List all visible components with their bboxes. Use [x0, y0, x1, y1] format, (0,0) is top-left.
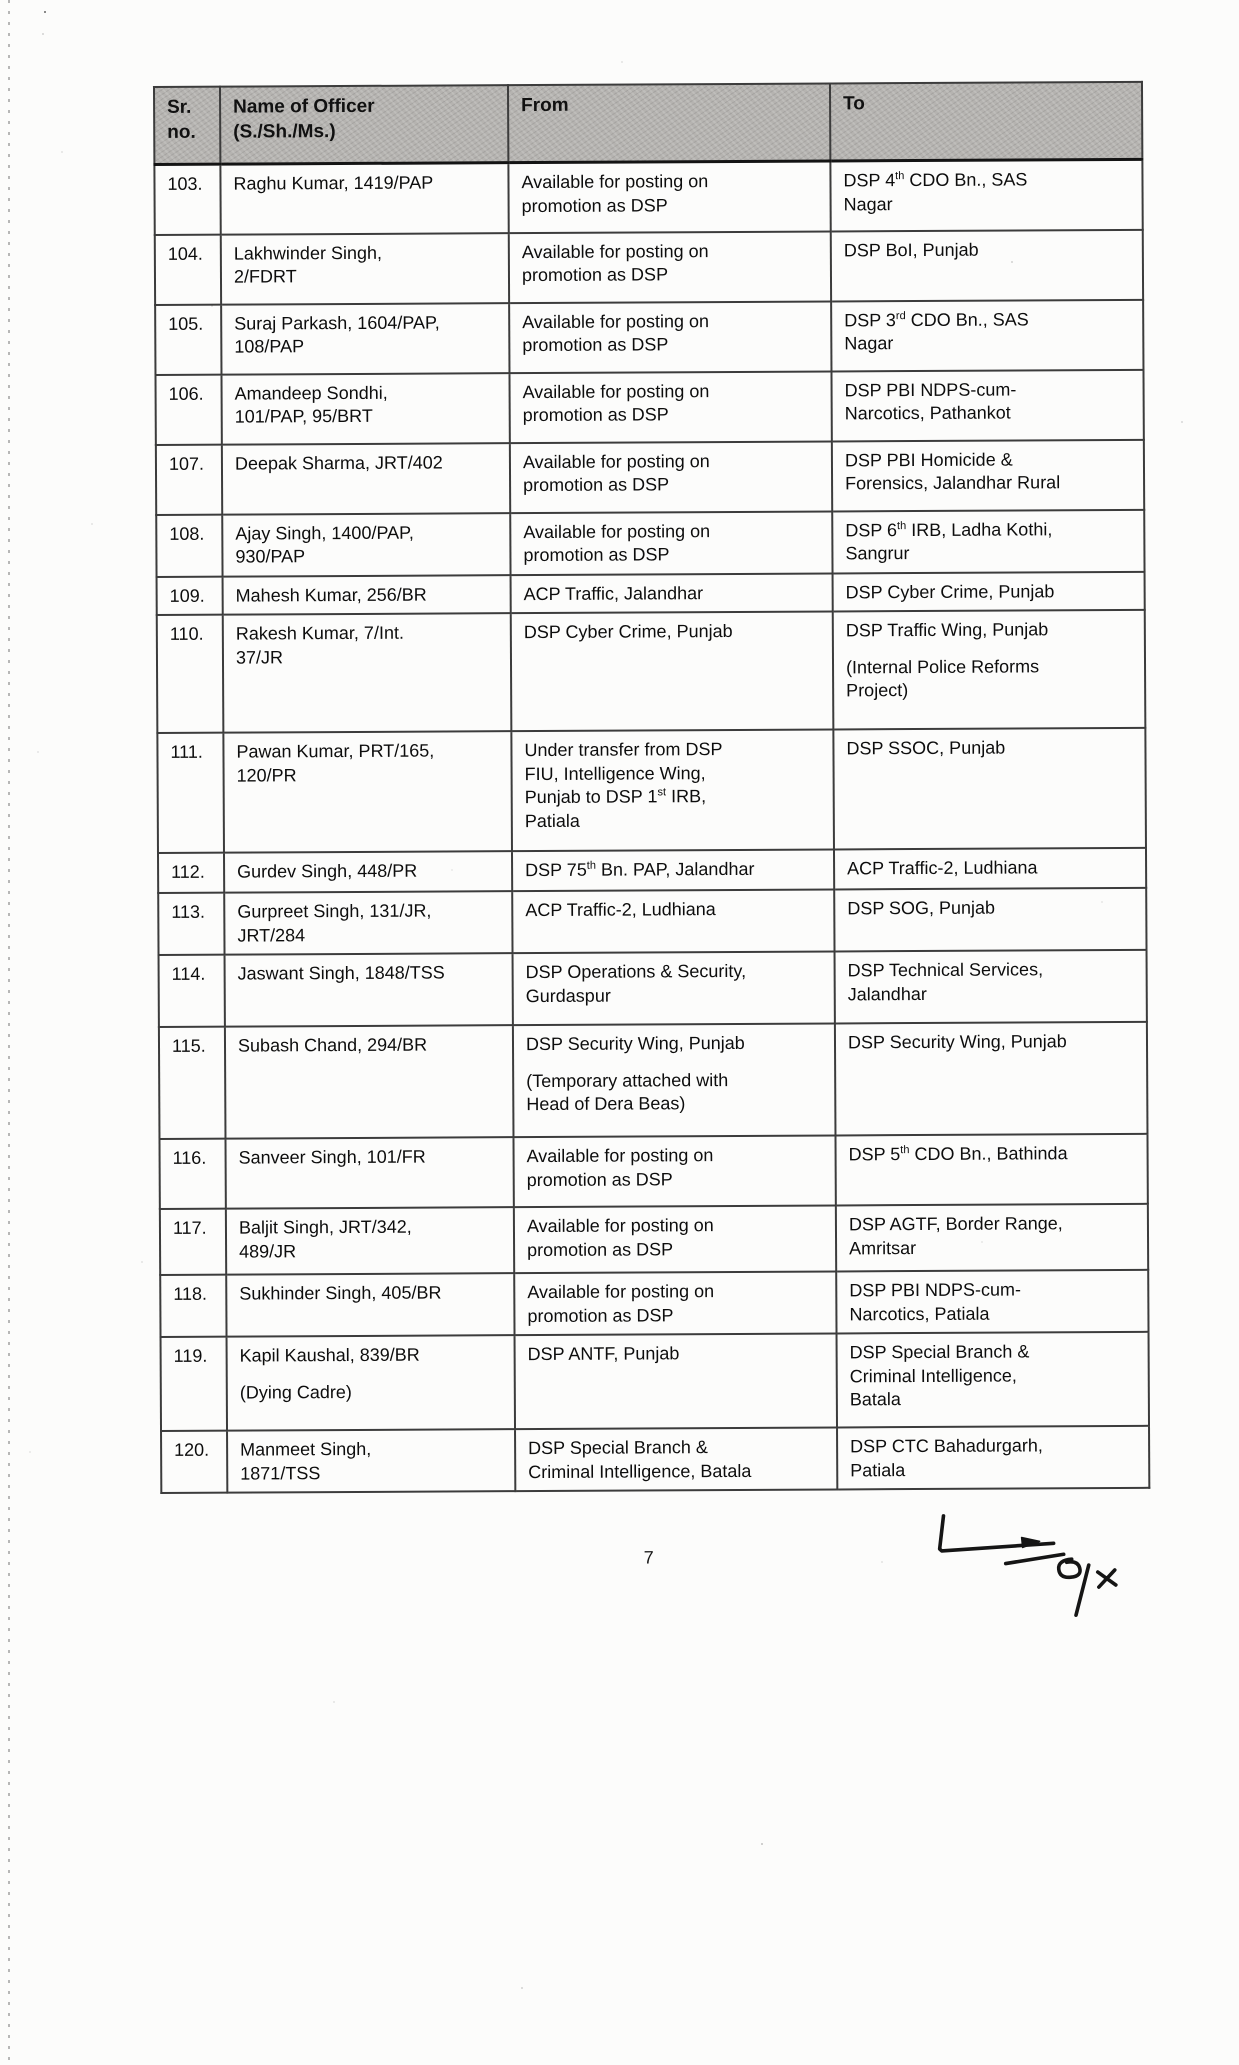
- cell-text: Available for posting on promotion as DSP: [521, 240, 709, 286]
- cell-text: DSP SSOC, Punjab: [846, 737, 1006, 759]
- table-row: [155, 299, 1143, 374]
- table-body: [154, 159, 1149, 1493]
- cell-text: 116.: [172, 1147, 207, 1168]
- cell-from: [514, 1271, 836, 1335]
- cell-name: [225, 1137, 513, 1209]
- cell-name: [225, 1025, 514, 1139]
- cell-text: 113.: [171, 901, 206, 922]
- cell-text: Manmeet Singh, 1871/TSS: [240, 1438, 372, 1484]
- cell-text: 117.: [172, 1217, 207, 1238]
- cell-sr: [154, 164, 220, 234]
- cell-name: [223, 575, 511, 615]
- cell-text: 103.: [167, 173, 203, 194]
- cell-text: Amandeep Sondhi, 101/PAP, 95/BRT: [234, 382, 388, 427]
- cell-sr: [155, 374, 221, 444]
- table-header-row: [154, 82, 1142, 165]
- table-row: [159, 1022, 1148, 1139]
- cell-text: 107.: [168, 453, 205, 474]
- cell-text: Raghu Kumar, 1419/PAP: [233, 172, 434, 194]
- table-row: [160, 1270, 1148, 1337]
- cell-text: DSP 4th CDO Bn., SAS Nagar: [843, 169, 1028, 214]
- cell-name: [223, 613, 512, 733]
- cell-to: [835, 1134, 1147, 1206]
- cell-sr: [156, 444, 222, 514]
- cell-text: Subash Chand, 294/BR: [237, 1034, 428, 1056]
- cell-text: DSP 75th Bn. PAP, Jalandhar: [525, 858, 755, 881]
- cell-text: Pawan Kumar, PRT/165, 120/PR: [236, 740, 435, 786]
- cell-text: 108.: [169, 523, 205, 544]
- cell-text: 109.: [169, 585, 205, 606]
- cell-text: DSP Cyber Crime, Punjab: [845, 580, 1055, 602]
- cell-sr: [160, 1209, 226, 1275]
- cell-sr: [157, 576, 223, 615]
- cell-from: [515, 1427, 837, 1491]
- cell-to: [834, 848, 1146, 890]
- cell-from: [509, 231, 831, 303]
- cell-text: ACP Traffic-2, Ludhiana: [525, 899, 716, 921]
- cell-from: [511, 729, 834, 851]
- cell-text: Deepak Sharma, JRT/402: [234, 451, 443, 474]
- cell-sr: [159, 955, 225, 1027]
- cell-name: [221, 233, 509, 305]
- table-row: [159, 1134, 1147, 1209]
- cell-text: 115.: [171, 1035, 206, 1056]
- cell-sr: [158, 893, 224, 955]
- cell-text: Available for posting on promotion as DSP: [522, 450, 710, 496]
- cell-text: Ajay Singh, 1400/PAP, 930/PAP: [235, 522, 414, 567]
- cell-from: [514, 1205, 836, 1273]
- cell-to: [837, 1426, 1149, 1490]
- cell-text: Available for posting on promotion as DSP: [522, 310, 710, 356]
- cell-name: [223, 731, 512, 853]
- cell-text: Gurpreet Singh, 131/JR, JRT/284: [237, 900, 432, 946]
- cell-to: [833, 728, 1146, 850]
- cell-from: [509, 301, 831, 373]
- cell-from: [510, 441, 832, 513]
- transfer-table: [153, 81, 1150, 1494]
- cell-to: [835, 1022, 1148, 1136]
- cell-sr: [158, 853, 224, 893]
- cell-text: DSP Special Branch & Criminal Intelligence, Batala: [849, 1341, 1030, 1410]
- cell-sr: [157, 615, 224, 733]
- table-row: [157, 571, 1145, 615]
- cell-from: [513, 1135, 835, 1207]
- cell-text: 120.: [174, 1439, 210, 1460]
- table-row: [158, 888, 1146, 955]
- cell-text: DSP 3rd CDO Bn., SAS Nagar: [844, 308, 1029, 354]
- cell-text: 114.: [171, 963, 206, 984]
- table-row: [154, 159, 1142, 234]
- table-row: [161, 1332, 1149, 1431]
- cell-from: [513, 951, 835, 1025]
- cell-text: Under transfer from DSP FIU, Intelligence Wing, Punjab to DSP 1st IRB, Patiala: [524, 739, 723, 831]
- cell-text: Gurdev Singh, 448/PR: [237, 860, 418, 882]
- cell-name: [226, 1273, 514, 1337]
- cell-text: DSP BoI, Punjab: [843, 239, 979, 260]
- cell-text: ACP Traffic, Jalandhar: [523, 582, 704, 604]
- cell-text: DSP Traffic Wing, Punjab: [845, 619, 1049, 641]
- cell-sr: [159, 1139, 225, 1209]
- cell-name: [222, 513, 510, 577]
- cell-text: 110.: [169, 623, 204, 644]
- cell-to: [833, 610, 1146, 730]
- cell-to: [836, 1204, 1148, 1272]
- cell-sr: [156, 514, 222, 576]
- cell-name: [224, 851, 512, 893]
- cell-text: DSP 6th IRB, Ladha Kothi, Sangrur: [845, 518, 1053, 564]
- cell-to: [831, 229, 1143, 301]
- cell-text: DSP PBI NDPS-cum- Narcotics, Patiala: [849, 1279, 1022, 1324]
- cell-name: [222, 443, 510, 515]
- cell-text: Jaswant Singh, 1848/TSS: [237, 962, 445, 984]
- cell-from: [510, 511, 832, 575]
- cell-text: Rakesh Kumar, 7/Int. 37/JR: [235, 622, 404, 668]
- cell-text: DSP SOG, Punjab: [847, 897, 996, 919]
- signature-dash-stroke: [1006, 1554, 1064, 1563]
- signature-x-stroke: [1098, 1570, 1116, 1587]
- page-number: 7: [643, 1547, 654, 1568]
- cell-to: [833, 571, 1145, 611]
- cell-text: Available for posting on promotion as DSP: [521, 171, 709, 216]
- cell-text: DSP CTC Bahadurgarh, Patiala: [850, 1435, 1043, 1480]
- cell-text: Suraj Parkash, 1604/PAP, 108/PAP: [234, 312, 440, 357]
- cell-text: Sukhinder Singh, 405/BR: [239, 1282, 442, 1304]
- cell-text: (Temporary attached with Head of Dera Beas): [526, 1069, 729, 1115]
- cell-name: [221, 373, 509, 445]
- table-row: [157, 728, 1146, 853]
- cell-text: 112.: [171, 861, 205, 882]
- cell-text: DSP Security Wing, Punjab: [525, 1032, 745, 1055]
- cell-text: DSP ANTF, Punjab: [527, 1343, 680, 1365]
- cell-name: [225, 953, 513, 1027]
- cell-text: DSP AGTF, Border Range, Amritsar: [848, 1213, 1063, 1258]
- cell-text: DSP Security Wing, Punjab: [847, 1031, 1067, 1053]
- cell-text: Available for posting on promotion as DSP: [522, 380, 710, 426]
- cell-from: [511, 573, 833, 613]
- cell-to: [831, 299, 1143, 371]
- cell-text: Kapil Kaushal, 839/BR: [239, 1344, 420, 1366]
- cell-sr: [155, 234, 221, 304]
- cell-text: Available for posting on promotion as DSP: [526, 1145, 714, 1190]
- signature-mark: [905, 1493, 1136, 1644]
- cell-to: [831, 369, 1143, 441]
- column-header-from: From: [508, 83, 830, 162]
- cell-from: [508, 161, 830, 233]
- cell-text: 118.: [173, 1283, 208, 1304]
- cell-text: Baljit Singh, JRT/342, 489/JR: [238, 1216, 412, 1262]
- cell-text: DSP 5th CDO Bn., Bathinda: [848, 1143, 1068, 1165]
- cell-text: Available for posting on promotion as DSP: [526, 1215, 714, 1260]
- cell-text: DSP Technical Services, Jalandhar: [847, 959, 1044, 1004]
- cell-to: [830, 159, 1142, 231]
- cell-text: 111.: [170, 741, 203, 762]
- table-row: [157, 610, 1146, 733]
- cell-text: 119.: [173, 1345, 208, 1366]
- cell-name: [226, 1207, 514, 1275]
- cell-to: [836, 1270, 1148, 1334]
- cell-to: [837, 1332, 1149, 1428]
- column-header-name: Name of Officer (S./Sh./Ms.): [220, 85, 508, 164]
- table-row: [158, 848, 1146, 893]
- cell-from: [512, 849, 834, 891]
- cell-sr: [160, 1275, 226, 1337]
- cell-from: [511, 611, 834, 731]
- table-row: [160, 1204, 1148, 1275]
- cell-to: [834, 888, 1146, 952]
- cell-text: Lakhwinder Singh, 2/FDRT: [233, 242, 383, 287]
- cell-sr: [161, 1431, 227, 1493]
- cell-text: Available for posting on promotion as DSP: [523, 520, 711, 566]
- cell-text: DSP Special Branch & Criminal Intelligence, Batala: [528, 1437, 752, 1482]
- cell-name: [227, 1335, 515, 1431]
- table-row: [155, 369, 1143, 444]
- table-row: [156, 509, 1144, 576]
- table-row: [159, 950, 1147, 1027]
- cell-text: Available for posting on promotion as DSP: [527, 1281, 715, 1326]
- table-row: [155, 229, 1143, 304]
- cell-name: [227, 1429, 515, 1493]
- cell-text: 104.: [167, 243, 203, 264]
- cell-sr: [155, 304, 221, 374]
- cell-name: [224, 891, 512, 955]
- column-header-sr: Sr. no.: [154, 87, 220, 165]
- cell-text: 106.: [168, 383, 204, 404]
- table-row: [161, 1426, 1149, 1493]
- cell-from: [512, 889, 834, 953]
- cell-sr: [161, 1337, 227, 1431]
- column-header-to: To: [830, 82, 1142, 161]
- cell-text: DSP PBI Homicide & Forensics, Jalandhar Rural: [844, 449, 1061, 494]
- cell-sr: [159, 1027, 226, 1139]
- cell-sr: [157, 733, 224, 853]
- cell-from: [513, 1023, 836, 1137]
- cell-text: ACP Traffic-2, Ludhiana: [847, 857, 1038, 879]
- cell-text: (Internal Police Reforms Project): [845, 655, 1040, 701]
- cell-text: Mahesh Kumar, 256/BR: [235, 584, 427, 606]
- cell-text: 105.: [168, 313, 204, 334]
- cell-text: DSP PBI NDPS-cum- Narcotics, Pathankot: [844, 378, 1017, 424]
- cell-text: DSP Operations & Security, Gurdaspur: [525, 960, 747, 1006]
- cell-to: [832, 439, 1144, 511]
- cell-name: [221, 303, 509, 375]
- cell-from: [515, 1333, 837, 1429]
- cell-to: [832, 509, 1144, 573]
- cell-to: [835, 950, 1147, 1024]
- cell-text: Sanveer Singh, 101/FR: [238, 1146, 426, 1168]
- cell-name: [220, 163, 508, 235]
- table-row: [156, 439, 1144, 514]
- signature-bracket-stroke: [939, 1515, 1053, 1551]
- cell-from: [509, 371, 831, 443]
- cell-text: DSP Cyber Crime, Punjab: [523, 620, 733, 643]
- signature-loop-stroke: [1059, 1559, 1080, 1577]
- cell-text: (Dying Cadre): [239, 1381, 352, 1403]
